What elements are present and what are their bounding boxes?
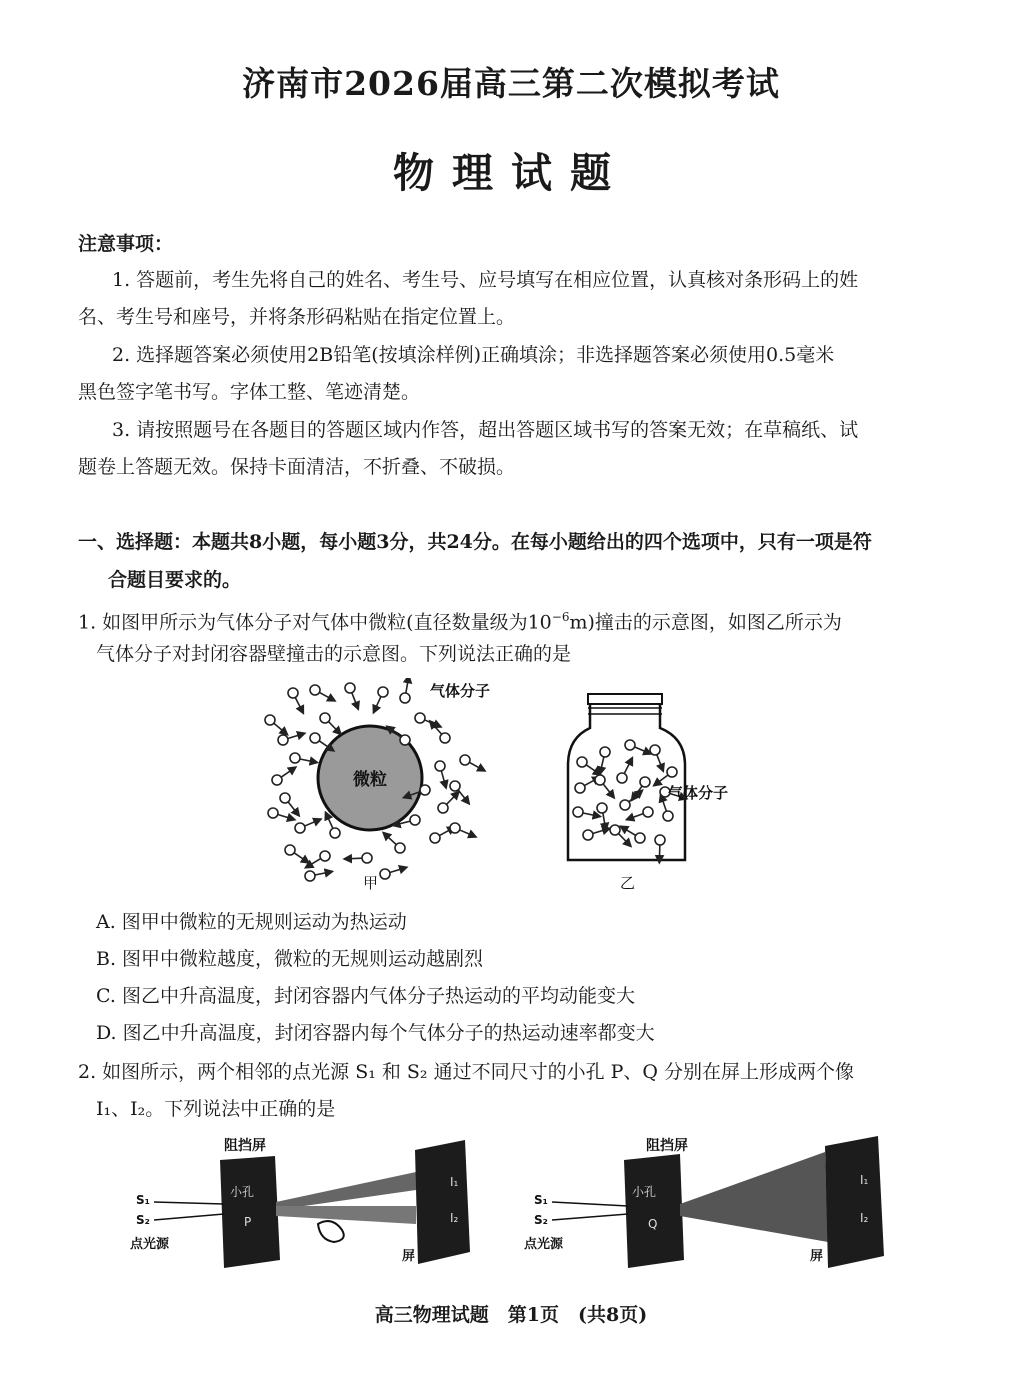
s2-label-right: S₂ bbox=[534, 1213, 548, 1227]
gas-molecule bbox=[573, 807, 583, 817]
gas-molecule bbox=[625, 740, 635, 750]
velocity-arrow bbox=[295, 697, 303, 713]
velocity-arrow bbox=[430, 721, 442, 734]
gas-molecule bbox=[362, 853, 372, 863]
q1-exponent: −6 bbox=[551, 610, 570, 624]
q1-stem-a-pre: 1. 如图甲所示为气体分子对气体中微粒(直径数量级为10 bbox=[78, 611, 552, 634]
gas-molecule bbox=[420, 785, 430, 795]
molecule-label-yi: 气体分子 bbox=[668, 784, 729, 802]
velocity-arrow bbox=[328, 722, 341, 735]
gas-molecule bbox=[610, 825, 620, 835]
s1-label-left: S₁ bbox=[136, 1193, 150, 1207]
q1-option-a: A. 图甲中微粒的无规则运动为热运动 bbox=[96, 911, 407, 933]
gas-molecule bbox=[620, 800, 630, 810]
hole-q-label: Q bbox=[648, 1217, 658, 1231]
gas-molecule bbox=[575, 783, 585, 793]
gas-molecule bbox=[667, 767, 677, 777]
screen-right bbox=[825, 1136, 884, 1268]
source-label-left: 点光源 bbox=[130, 1237, 170, 1252]
notice-line-2a: 2. 选择题答案必须使用2B铅笔(按填涂样例)正确填涂；非选择题答案必须使用0.5毫米 bbox=[112, 344, 835, 366]
gas-molecule bbox=[577, 757, 587, 767]
velocity-arrow bbox=[288, 802, 299, 816]
screen-label-right: 屏 bbox=[810, 1249, 824, 1264]
source-label-right: 点光源 bbox=[524, 1237, 564, 1252]
particle-label: 微粒 bbox=[353, 770, 387, 790]
gas-molecule bbox=[440, 733, 450, 743]
velocity-arrow bbox=[294, 853, 309, 863]
velocity-arrow bbox=[352, 693, 359, 710]
exam-title: 济南市2026届高三第二次模拟考试 bbox=[242, 64, 780, 103]
page-footer: 高三物理试题 第1页 (共8页) bbox=[374, 1304, 648, 1326]
velocity-arrow bbox=[373, 697, 380, 713]
gas-molecule bbox=[600, 747, 610, 757]
gas-molecule bbox=[380, 869, 390, 879]
gas-molecule bbox=[400, 735, 410, 745]
gas-molecule bbox=[288, 688, 298, 698]
figure-q2-right bbox=[520, 1132, 900, 1282]
gas-molecule bbox=[272, 775, 282, 785]
q1-stem-b: 气体分子对封闭容器壁撞击的示意图。下列说法正确的是 bbox=[96, 643, 572, 665]
gas-molecule bbox=[378, 687, 388, 697]
hole-p-label: P bbox=[244, 1215, 252, 1229]
q1-option-b: B. 图甲中微粒越度，微粒的无规则运动越剧烈 bbox=[96, 948, 484, 970]
gas-molecule bbox=[320, 851, 330, 861]
hole-label-right: 小孔 bbox=[632, 1185, 657, 1199]
velocity-arrow bbox=[281, 767, 296, 777]
velocity-arrow bbox=[406, 678, 409, 693]
gas-molecule bbox=[268, 808, 278, 818]
img2-label-left: I₂ bbox=[450, 1211, 459, 1225]
barrier-label-left: 阻挡屏 bbox=[224, 1138, 266, 1154]
velocity-arrow bbox=[315, 871, 333, 875]
s2-label-left: S₂ bbox=[136, 1213, 150, 1227]
q2-stem-b: I₁、I₂。下列说法中正确的是 bbox=[96, 1098, 336, 1120]
gas-molecule bbox=[640, 777, 650, 787]
notice-line-3a: 3. 请按照题号在各题目的答题区域内作答，超出答题区域书写的答案无效；在草稿纸、试 bbox=[112, 419, 859, 441]
section-heading-b: 合题目要求的。 bbox=[108, 569, 242, 591]
velocity-arrow bbox=[344, 858, 362, 859]
s1-label-right: S₁ bbox=[534, 1193, 548, 1207]
gas-molecule bbox=[430, 833, 440, 843]
velocity-arrow bbox=[278, 814, 295, 819]
gas-molecule bbox=[663, 811, 673, 821]
gas-molecule bbox=[265, 715, 275, 725]
q1-option-d: D. 图乙中升高温度，封闭容器内每个气体分子的热运动速率都变大 bbox=[96, 1022, 655, 1044]
velocity-arrow bbox=[288, 733, 305, 738]
gas-molecule bbox=[310, 733, 320, 743]
gas-molecule bbox=[595, 775, 605, 785]
velocity-arrow bbox=[383, 832, 396, 844]
gas-molecule bbox=[583, 830, 593, 840]
gas-molecule bbox=[310, 685, 320, 695]
img1-label-right: I₁ bbox=[860, 1173, 869, 1187]
lens-shape bbox=[318, 1221, 344, 1242]
figure-q2-left bbox=[120, 1132, 490, 1282]
gas-molecule bbox=[650, 745, 660, 755]
notice-heading: 注意事项： bbox=[78, 233, 174, 255]
figure-jia bbox=[255, 678, 515, 898]
q1-option-c: C. 图乙中升高温度，封闭容器内气体分子热运动的平均动能变大 bbox=[96, 985, 635, 1007]
gas-molecule bbox=[643, 807, 653, 817]
velocity-arrow bbox=[446, 792, 459, 805]
gas-molecule bbox=[438, 803, 448, 813]
gas-molecule bbox=[415, 713, 425, 723]
gas-molecule bbox=[435, 761, 445, 771]
gas-molecule bbox=[330, 828, 340, 838]
notice-line-1a: 1. 答题前，考生先将自己的姓名、考生号、应号填写在相应位置，认真核对条形码上的姓 bbox=[112, 269, 859, 291]
barrier-label-right: 阻挡屏 bbox=[646, 1138, 688, 1154]
molecule-label-jia: 气体分子 bbox=[430, 682, 491, 700]
gas-molecule bbox=[295, 823, 305, 833]
gas-molecule bbox=[285, 845, 295, 855]
gas-molecule bbox=[655, 835, 665, 845]
velocity-arrow bbox=[319, 692, 335, 701]
q1-stem-a-post: m)撞击的示意图，如图乙所示为 bbox=[569, 611, 842, 634]
velocity-arrow bbox=[469, 762, 485, 771]
gas-molecule bbox=[395, 843, 405, 853]
gas-molecule bbox=[345, 683, 355, 693]
screen-label-left: 屏 bbox=[402, 1249, 416, 1264]
notice-line-1b: 名、考生号和座号，并将条形码粘贴在指定位置上。 bbox=[78, 306, 516, 328]
gas-molecule bbox=[400, 693, 410, 703]
caption-yi: 乙 bbox=[620, 874, 636, 892]
gas-molecule bbox=[280, 793, 290, 803]
q2-stem-a: 2. 如图所示，两个相邻的点光源 S₁ 和 S₂ 通过不同尺寸的小孔 P、Q 分别在屏上形成两个像 bbox=[78, 1061, 855, 1083]
gas-molecule bbox=[410, 815, 420, 825]
velocity-arrow bbox=[458, 790, 469, 804]
velocity-arrow bbox=[390, 867, 407, 872]
figure-yi bbox=[560, 690, 760, 896]
gas-molecule bbox=[450, 781, 460, 791]
notice-line-3b: 题卷上答题无效。保持卡面清洁，不折叠、不破损。 bbox=[78, 456, 516, 478]
img1-label-left: I₁ bbox=[450, 1175, 459, 1189]
subject-title: 物理试题 bbox=[393, 149, 629, 197]
barrier-left bbox=[220, 1156, 280, 1268]
velocity-arrow bbox=[460, 830, 477, 837]
q1-stem-a bbox=[78, 605, 842, 634]
barrier-right bbox=[624, 1154, 684, 1268]
container-lid bbox=[588, 694, 662, 704]
screen-left bbox=[415, 1140, 470, 1264]
gas-molecule bbox=[460, 755, 470, 765]
velocity-arrow bbox=[274, 723, 288, 735]
velocity-arrow bbox=[659, 845, 660, 863]
img2-label-right: I₂ bbox=[860, 1211, 869, 1225]
gas-molecule bbox=[635, 833, 645, 843]
gas-molecule bbox=[278, 735, 288, 745]
section-heading-a: 一、选择题：本题共8小题，每小题3分，共24分。在每小题给出的四个选项中，只有一项是符 bbox=[78, 531, 872, 553]
gas-molecule bbox=[305, 871, 315, 881]
velocity-arrow bbox=[441, 771, 446, 788]
velocity-arrow bbox=[300, 759, 318, 763]
gas-molecule bbox=[320, 713, 330, 723]
gas-molecule bbox=[290, 753, 300, 763]
velocity-arrow bbox=[305, 819, 322, 826]
velocity-arrow bbox=[305, 859, 320, 868]
hole-label-left: 小孔 bbox=[230, 1185, 255, 1199]
gas-molecule bbox=[597, 803, 607, 813]
gas-molecule bbox=[450, 823, 460, 833]
gas-molecule bbox=[617, 773, 627, 783]
notice-line-2b: 黑色签字笔书写。字体工整、笔迹清楚。 bbox=[78, 381, 421, 403]
caption-jia: 甲 bbox=[363, 874, 379, 892]
